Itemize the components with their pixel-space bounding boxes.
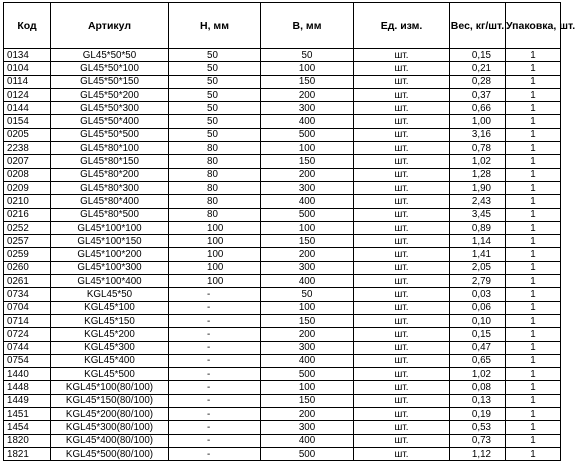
header-weight: Вес, кг/шт. [450, 3, 506, 49]
cell-code: 0154 [4, 115, 51, 128]
cell-unit: шт. [354, 447, 450, 460]
table-row [4, 75, 561, 88]
cell-weight: 2,05 [450, 261, 506, 274]
cell-code: 0114 [4, 75, 51, 88]
cell-weight: 2,43 [450, 195, 506, 208]
cell-height: 80 [169, 195, 261, 208]
cell-height: - [169, 354, 261, 367]
cell-weight: 0,53 [450, 421, 506, 434]
cell-height: - [169, 421, 261, 434]
table-row [4, 49, 561, 62]
cell-code: 1820 [4, 434, 51, 447]
cell-height: 100 [169, 248, 261, 261]
cell-width: 200 [261, 168, 354, 181]
cell-weight: 2,79 [450, 275, 506, 288]
cell-width: 100 [261, 221, 354, 234]
cell-article: GL45*50*400 [51, 115, 169, 128]
table-row [4, 142, 561, 155]
cell-width: 150 [261, 155, 354, 168]
header-article: Артикул [51, 3, 169, 49]
cell-packaging: 1 [506, 128, 561, 141]
cell-height: 100 [169, 275, 261, 288]
cell-width: 500 [261, 208, 354, 221]
cell-width: 300 [261, 341, 354, 354]
cell-width: 400 [261, 195, 354, 208]
cell-article: GL45*80*100 [51, 142, 169, 155]
table-row [4, 408, 561, 421]
cell-packaging: 1 [506, 314, 561, 327]
cell-code: 0714 [4, 314, 51, 327]
cell-width: 500 [261, 447, 354, 460]
cell-width: 500 [261, 368, 354, 381]
cell-code: 1454 [4, 421, 51, 434]
cell-packaging: 1 [506, 248, 561, 261]
cell-weight: 0,13 [450, 394, 506, 407]
cell-code: 0260 [4, 261, 51, 274]
cell-article: GL45*100*400 [51, 275, 169, 288]
cell-height: 50 [169, 49, 261, 62]
cell-article: KGL45*300 [51, 341, 169, 354]
cell-weight: 0,21 [450, 62, 506, 75]
cell-weight: 0,66 [450, 102, 506, 115]
cell-article: GL45*50*200 [51, 88, 169, 101]
cell-code: 1448 [4, 381, 51, 394]
header-code: Код [4, 3, 51, 49]
cell-height: - [169, 434, 261, 447]
cell-weight: 0,89 [450, 221, 506, 234]
table-row [4, 102, 561, 115]
cell-weight: 1,28 [450, 168, 506, 181]
cell-unit: шт. [354, 381, 450, 394]
cell-width: 300 [261, 261, 354, 274]
table-row [4, 434, 561, 447]
cell-weight: 0,15 [450, 49, 506, 62]
cell-height: 50 [169, 128, 261, 141]
cell-unit: шт. [354, 354, 450, 367]
cell-unit: шт. [354, 221, 450, 234]
cell-height: 50 [169, 102, 261, 115]
cell-width: 200 [261, 248, 354, 261]
cell-article: GL45*50*50 [51, 49, 169, 62]
cell-height: 80 [169, 181, 261, 194]
cell-height: - [169, 314, 261, 327]
table-row [4, 128, 561, 141]
cell-article: GL45*50*100 [51, 62, 169, 75]
cell-weight: 0,37 [450, 88, 506, 101]
cell-code: 0216 [4, 208, 51, 221]
cell-height: - [169, 447, 261, 460]
cell-height: 100 [169, 261, 261, 274]
cell-weight: 1,14 [450, 235, 506, 248]
cell-article: GL45*50*150 [51, 75, 169, 88]
cell-packaging: 1 [506, 181, 561, 194]
cell-article: KGL45*400(80/100) [51, 434, 169, 447]
cell-unit: шт. [354, 408, 450, 421]
cell-width: 200 [261, 328, 354, 341]
cell-unit: шт. [354, 261, 450, 274]
cell-packaging: 1 [506, 354, 561, 367]
cell-height: - [169, 408, 261, 421]
header-packaging: Упаковка, шт. [506, 3, 561, 49]
cell-unit: шт. [354, 275, 450, 288]
cell-code: 0104 [4, 62, 51, 75]
cell-unit: шт. [354, 328, 450, 341]
cell-packaging: 1 [506, 434, 561, 447]
cell-packaging: 1 [506, 195, 561, 208]
cell-unit: шт. [354, 341, 450, 354]
cell-packaging: 1 [506, 447, 561, 460]
table-row [4, 221, 561, 234]
cell-article: KGL45*500 [51, 368, 169, 381]
cell-weight: 0,19 [450, 408, 506, 421]
header-width: B, мм [261, 3, 354, 49]
cell-weight: 1,90 [450, 181, 506, 194]
cell-unit: шт. [354, 128, 450, 141]
cell-code: 0209 [4, 181, 51, 194]
cell-unit: шт. [354, 142, 450, 155]
cell-width: 400 [261, 115, 354, 128]
table-row [4, 341, 561, 354]
cell-height: 50 [169, 88, 261, 101]
cell-height: 50 [169, 115, 261, 128]
cell-article: GL45*100*200 [51, 248, 169, 261]
cell-article: KGL45*500(80/100) [51, 447, 169, 460]
cell-height: - [169, 394, 261, 407]
cell-article: KGL45*200 [51, 328, 169, 341]
cell-weight: 0,10 [450, 314, 506, 327]
cell-weight: 0,78 [450, 142, 506, 155]
cell-code: 0724 [4, 328, 51, 341]
cell-article: KGL45*100 [51, 301, 169, 314]
cell-weight: 0,28 [450, 75, 506, 88]
cell-packaging: 1 [506, 235, 561, 248]
table-row [4, 368, 561, 381]
cell-weight: 1,41 [450, 248, 506, 261]
cell-packaging: 1 [506, 328, 561, 341]
cell-article: GL45*80*150 [51, 155, 169, 168]
cell-packaging: 1 [506, 221, 561, 234]
table-row [4, 155, 561, 168]
header-unit: Ед. изм. [354, 3, 450, 49]
cell-code: 0257 [4, 235, 51, 248]
cell-width: 50 [261, 288, 354, 301]
cell-unit: шт. [354, 248, 450, 261]
cell-code: 0144 [4, 102, 51, 115]
table-row [4, 275, 561, 288]
cell-article: GL45*50*500 [51, 128, 169, 141]
cell-packaging: 1 [506, 115, 561, 128]
cell-height: - [169, 368, 261, 381]
cell-article: GL45*100*300 [51, 261, 169, 274]
cell-unit: шт. [354, 195, 450, 208]
cell-width: 500 [261, 128, 354, 141]
cell-article: GL45*100*100 [51, 221, 169, 234]
cell-unit: шт. [354, 301, 450, 314]
table-row [4, 354, 561, 367]
table-row [4, 195, 561, 208]
product-spec-table [3, 2, 575, 461]
cell-code: 0134 [4, 49, 51, 62]
cell-height: 80 [169, 168, 261, 181]
cell-width: 400 [261, 354, 354, 367]
cell-packaging: 1 [506, 421, 561, 434]
table-body [4, 49, 561, 461]
cell-code: 0210 [4, 195, 51, 208]
cell-article: KGL45*400 [51, 354, 169, 367]
cell-weight: 0,03 [450, 288, 506, 301]
cell-height: 100 [169, 221, 261, 234]
cell-article: KGL45*200(80/100) [51, 408, 169, 421]
cell-weight: 0,06 [450, 301, 506, 314]
table-row [4, 328, 561, 341]
cell-article: KGL45*300(80/100) [51, 421, 169, 434]
spec-table-container [3, 2, 575, 461]
cell-packaging: 1 [506, 368, 561, 381]
table-row [4, 235, 561, 248]
cell-height: 100 [169, 235, 261, 248]
cell-width: 100 [261, 301, 354, 314]
cell-packaging: 1 [506, 381, 561, 394]
cell-width: 100 [261, 381, 354, 394]
table-row [4, 394, 561, 407]
cell-width: 300 [261, 102, 354, 115]
cell-code: 0754 [4, 354, 51, 367]
cell-width: 150 [261, 235, 354, 248]
cell-weight: 0,15 [450, 328, 506, 341]
cell-code: 0704 [4, 301, 51, 314]
cell-unit: шт. [354, 421, 450, 434]
cell-height: 50 [169, 75, 261, 88]
cell-weight: 3,16 [450, 128, 506, 141]
cell-packaging: 1 [506, 208, 561, 221]
cell-width: 300 [261, 421, 354, 434]
cell-width: 150 [261, 75, 354, 88]
table-row [4, 168, 561, 181]
cell-article: GL45*80*200 [51, 168, 169, 181]
table-row [4, 181, 561, 194]
table-row [4, 314, 561, 327]
cell-code: 2238 [4, 142, 51, 155]
cell-code: 0261 [4, 275, 51, 288]
cell-height: - [169, 328, 261, 341]
cell-unit: шт. [354, 75, 450, 88]
cell-packaging: 1 [506, 168, 561, 181]
cell-unit: шт. [354, 115, 450, 128]
cell-article: KGL45*50 [51, 288, 169, 301]
table-row [4, 381, 561, 394]
cell-unit: шт. [354, 168, 450, 181]
cell-packaging: 1 [506, 288, 561, 301]
cell-unit: шт. [354, 181, 450, 194]
table-row [4, 288, 561, 301]
cell-height: 80 [169, 208, 261, 221]
cell-weight: 0,73 [450, 434, 506, 447]
cell-weight: 1,02 [450, 155, 506, 168]
cell-packaging: 1 [506, 62, 561, 75]
table-row [4, 248, 561, 261]
table-row [4, 421, 561, 434]
cell-unit: шт. [354, 394, 450, 407]
cell-height: - [169, 288, 261, 301]
cell-unit: шт. [354, 235, 450, 248]
cell-packaging: 1 [506, 155, 561, 168]
table-row [4, 115, 561, 128]
cell-article: GL45*50*300 [51, 102, 169, 115]
cell-code: 0124 [4, 88, 51, 101]
cell-unit: шт. [354, 88, 450, 101]
cell-height: 80 [169, 142, 261, 155]
cell-unit: шт. [354, 434, 450, 447]
cell-article: GL45*80*300 [51, 181, 169, 194]
cell-packaging: 1 [506, 408, 561, 421]
cell-code: 1449 [4, 394, 51, 407]
cell-width: 150 [261, 314, 354, 327]
cell-packaging: 1 [506, 261, 561, 274]
cell-code: 0208 [4, 168, 51, 181]
cell-code: 0252 [4, 221, 51, 234]
cell-weight: 0,65 [450, 354, 506, 367]
table-row [4, 261, 561, 274]
cell-article: KGL45*150 [51, 314, 169, 327]
table-row [4, 301, 561, 314]
cell-packaging: 1 [506, 142, 561, 155]
cell-unit: шт. [354, 102, 450, 115]
cell-packaging: 1 [506, 102, 561, 115]
cell-weight: 3,45 [450, 208, 506, 221]
cell-weight: 0,08 [450, 381, 506, 394]
cell-code: 0734 [4, 288, 51, 301]
cell-code: 1440 [4, 368, 51, 381]
cell-width: 100 [261, 62, 354, 75]
header-height: H, мм [169, 3, 261, 49]
cell-weight: 1,12 [450, 447, 506, 460]
cell-unit: шт. [354, 368, 450, 381]
cell-height: 50 [169, 62, 261, 75]
cell-unit: шт. [354, 288, 450, 301]
cell-article: GL45*100*150 [51, 235, 169, 248]
table-header-row [4, 3, 561, 49]
cell-packaging: 1 [506, 301, 561, 314]
cell-packaging: 1 [506, 394, 561, 407]
cell-code: 1821 [4, 447, 51, 460]
cell-packaging: 1 [506, 275, 561, 288]
cell-width: 100 [261, 142, 354, 155]
cell-unit: шт. [354, 155, 450, 168]
cell-width: 300 [261, 181, 354, 194]
cell-packaging: 1 [506, 49, 561, 62]
cell-article: KGL45*150(80/100) [51, 394, 169, 407]
cell-weight: 1,02 [450, 368, 506, 381]
cell-width: 150 [261, 394, 354, 407]
cell-width: 50 [261, 49, 354, 62]
cell-unit: шт. [354, 314, 450, 327]
cell-unit: шт. [354, 62, 450, 75]
table-row [4, 62, 561, 75]
cell-height: 80 [169, 155, 261, 168]
cell-packaging: 1 [506, 75, 561, 88]
cell-packaging: 1 [506, 341, 561, 354]
cell-width: 400 [261, 434, 354, 447]
cell-code: 1451 [4, 408, 51, 421]
cell-code: 0207 [4, 155, 51, 168]
table-row [4, 208, 561, 221]
table-row [4, 447, 561, 460]
cell-width: 400 [261, 275, 354, 288]
cell-code: 0205 [4, 128, 51, 141]
cell-unit: шт. [354, 208, 450, 221]
table-row [4, 88, 561, 101]
cell-article: GL45*80*500 [51, 208, 169, 221]
cell-code: 0744 [4, 341, 51, 354]
cell-packaging: 1 [506, 88, 561, 101]
cell-width: 200 [261, 408, 354, 421]
cell-code: 0259 [4, 248, 51, 261]
cell-height: - [169, 381, 261, 394]
cell-weight: 0,47 [450, 341, 506, 354]
cell-height: - [169, 301, 261, 314]
cell-width: 200 [261, 88, 354, 101]
cell-article: KGL45*100(80/100) [51, 381, 169, 394]
cell-weight: 1,00 [450, 115, 506, 128]
cell-height: - [169, 341, 261, 354]
cell-unit: шт. [354, 49, 450, 62]
cell-article: GL45*80*400 [51, 195, 169, 208]
